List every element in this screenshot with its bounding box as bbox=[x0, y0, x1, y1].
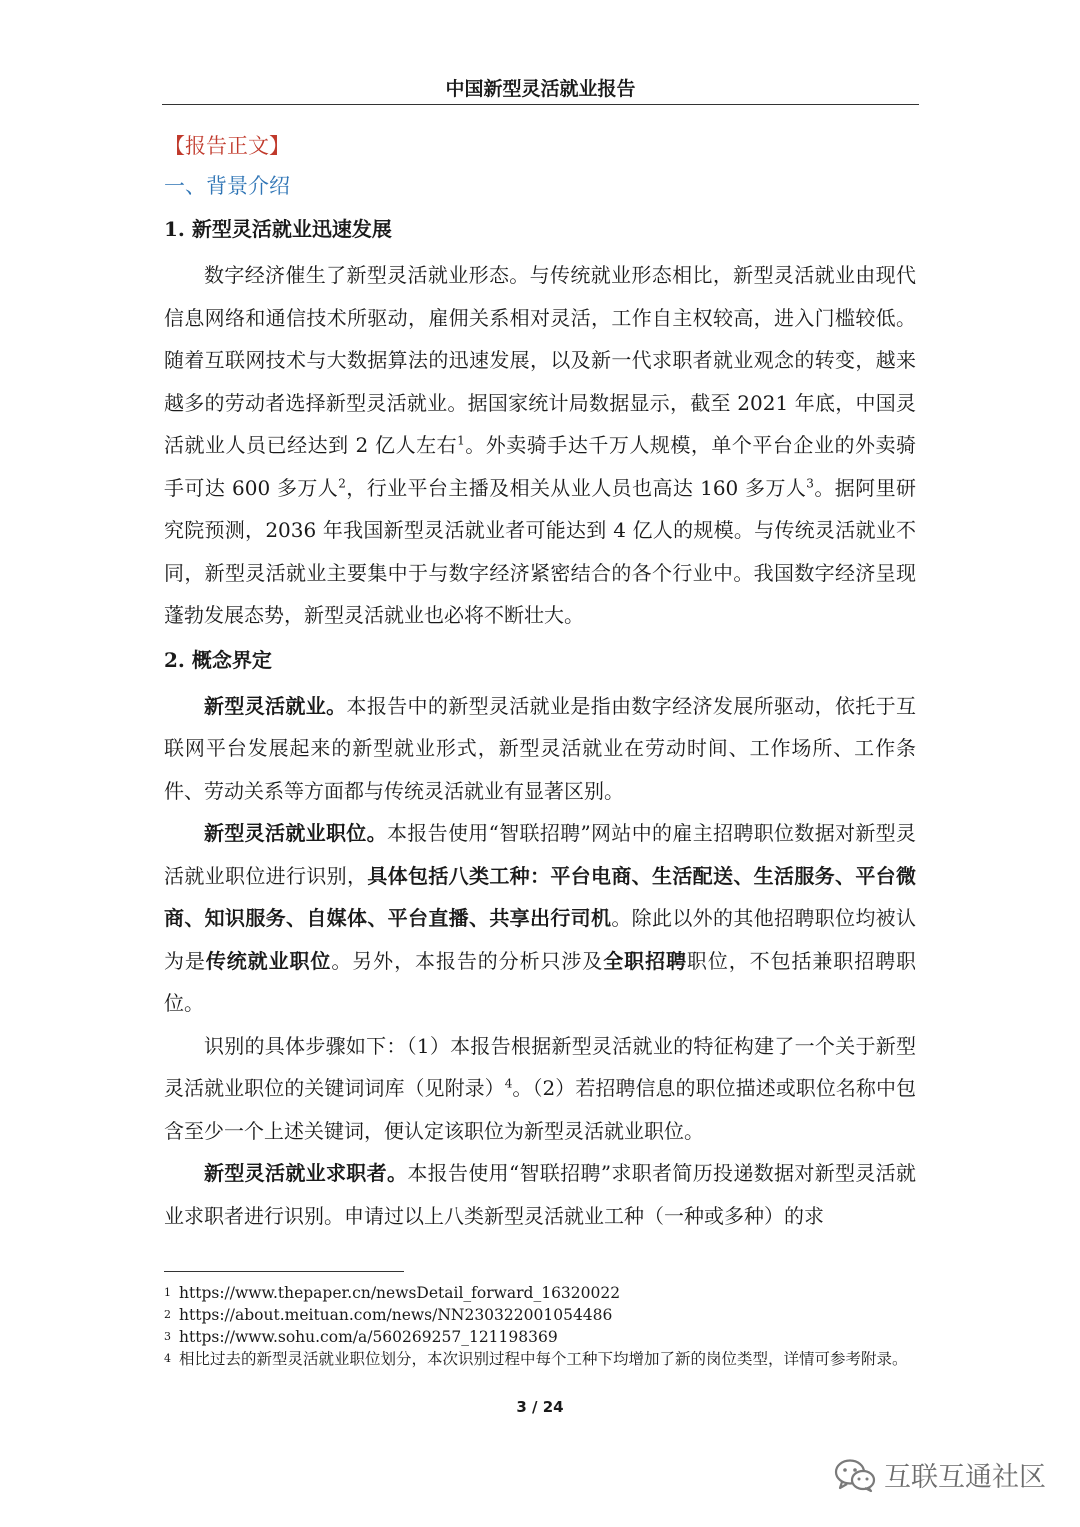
footnote-number: 1 bbox=[164, 1286, 171, 1299]
footnote-divider bbox=[164, 1271, 404, 1272]
footnote-ref: 4 bbox=[504, 1076, 513, 1091]
footnote-link[interactable]: https://about.meituan.com/news/NN230322001054486 bbox=[179, 1306, 613, 1324]
bold-text: 具体包括八类工种：平台电商、生活配送、生活服务、平台微商、知识服务、自媒体、平台直播、共享出行司机 bbox=[164, 863, 917, 930]
paragraph-text: ，行业平台主播及相关从业人员也高达 160 多万人 bbox=[345, 475, 807, 500]
footnote-text: 相比过去的新型灵活就业职位划分，本次识别过程中每个工种下均增加了新的岗位类型，详情可参考附录。 bbox=[179, 1350, 908, 1368]
paragraph-text: 。外卖骑手达千万人规模，单个平台企业的外卖骑手可达 600 多万人 bbox=[164, 433, 916, 500]
paragraph-text: 本报告使用“智联招聘”网站中的雇主招聘职位数据对新型灵活就业职位进行识别， bbox=[164, 821, 917, 888]
subsection-heading-1: 1. 新型灵活就业迅速发展 bbox=[164, 217, 392, 241]
watermark bbox=[834, 1455, 1046, 1494]
footnote-number: 2 bbox=[164, 1308, 171, 1321]
paragraph-seekers bbox=[164, 1152, 916, 1237]
defined-term: 新型灵活就业。 bbox=[204, 693, 347, 718]
footnote bbox=[164, 1282, 920, 1304]
subsection-heading-2: 2. 概念界定 bbox=[164, 647, 272, 672]
page-number: 3 / 24 bbox=[516, 1398, 564, 1416]
footnote-number: 3 bbox=[164, 1330, 171, 1343]
page-header bbox=[162, 76, 919, 105]
paragraph-text: 职位，不包括兼职招聘职位。 bbox=[164, 948, 917, 1015]
footnote bbox=[164, 1326, 920, 1348]
section-heading: 一、背景介绍 bbox=[164, 174, 290, 198]
bold-text: 传统就业职位 bbox=[205, 948, 332, 973]
paragraph-text: 。另外，本报告的分析只涉及 bbox=[331, 948, 604, 973]
bold-text: 全职招聘 bbox=[603, 948, 687, 973]
defined-term: 新型灵活就业求职者。 bbox=[204, 1161, 408, 1185]
footnote-ref: 3 bbox=[806, 475, 814, 490]
paragraph-text: 识别的具体步骤如下：（1）本报告根据新型灵活就业的特征构建了一个关于新型灵活就业职位的关键词词库（见附录） bbox=[164, 1033, 916, 1100]
footnote-ref: 1 bbox=[457, 433, 465, 448]
paragraph-steps bbox=[164, 1025, 916, 1153]
watermark-text: 互联互通社区 bbox=[884, 1462, 1046, 1493]
footnotes bbox=[164, 1282, 920, 1370]
paragraph-positions bbox=[164, 812, 916, 1025]
section-tag: 【报告正文】 bbox=[164, 134, 290, 158]
paragraph-text: 数字经济催生了新型灵活就业形态。与传统就业形态相比，新型灵活就业由现代信息网络和通信技术所驱动，雇佣关系相对灵活，工作自主权较高，进入门槛较低。随着互联网技术与大数据算法的迅速发展，以及新一代求职者就业观念的转变，越来越多的劳动者选择新型灵活就业。据国家统计局数据显示，截至 2021 年底，中国灵活就业人员已经达到 2 亿人左右 bbox=[164, 263, 916, 457]
paragraph-text: 。（2）若招聘信息的职位描述或职位名称中包含至少一个上述关键词，便认定该职位为新型灵活就业职位。 bbox=[164, 1076, 916, 1143]
paragraph-text: 。除此以外的其他招聘职位均被认为是 bbox=[164, 906, 917, 973]
footnote-link[interactable]: https://www.sohu.com/a/560269257_121198369 bbox=[179, 1328, 558, 1346]
paragraph-text: 。据阿里研究院预测，2036 年我国新型灵活就业者可能达到 4 亿人的规模。与传统灵活就业不同，新型灵活就业主要集中于与数字经济紧密结合的各个行业中。我国数字经济呈现蓬勃发展态势，新型灵活就业也必将不断壮大。 bbox=[164, 475, 917, 627]
main-content bbox=[164, 126, 916, 1237]
paragraph-text: 本报告中的新型灵活就业是指由数字经济发展所驱动，依托于互联网平台发展起来的新型就业形式，新型灵活就业在劳动时间、工作场所、工作条件、劳动关系等方面都与传统灵活就业有显著区别。 bbox=[164, 693, 917, 803]
footnote-ref: 2 bbox=[338, 475, 346, 490]
wechat-icon bbox=[834, 1457, 876, 1493]
paragraph-definition bbox=[164, 685, 916, 813]
paragraph-growth bbox=[164, 254, 916, 637]
footnote bbox=[164, 1348, 920, 1370]
footnote-number: 4 bbox=[164, 1352, 171, 1365]
defined-term: 新型灵活就业职位。 bbox=[204, 821, 387, 845]
footnote bbox=[164, 1304, 920, 1326]
paragraph-text: 本报告使用“智联招聘”求职者简历投递数据对新型灵活就业求职者进行识别。申请过以上八类新型灵活就业工种（一种或多种）的求 bbox=[164, 1161, 917, 1228]
report-title: 中国新型灵活就业报告 bbox=[445, 78, 636, 100]
footnote-link[interactable]: https://www.thepaper.cn/newsDetail_forward_16320022 bbox=[179, 1284, 621, 1302]
